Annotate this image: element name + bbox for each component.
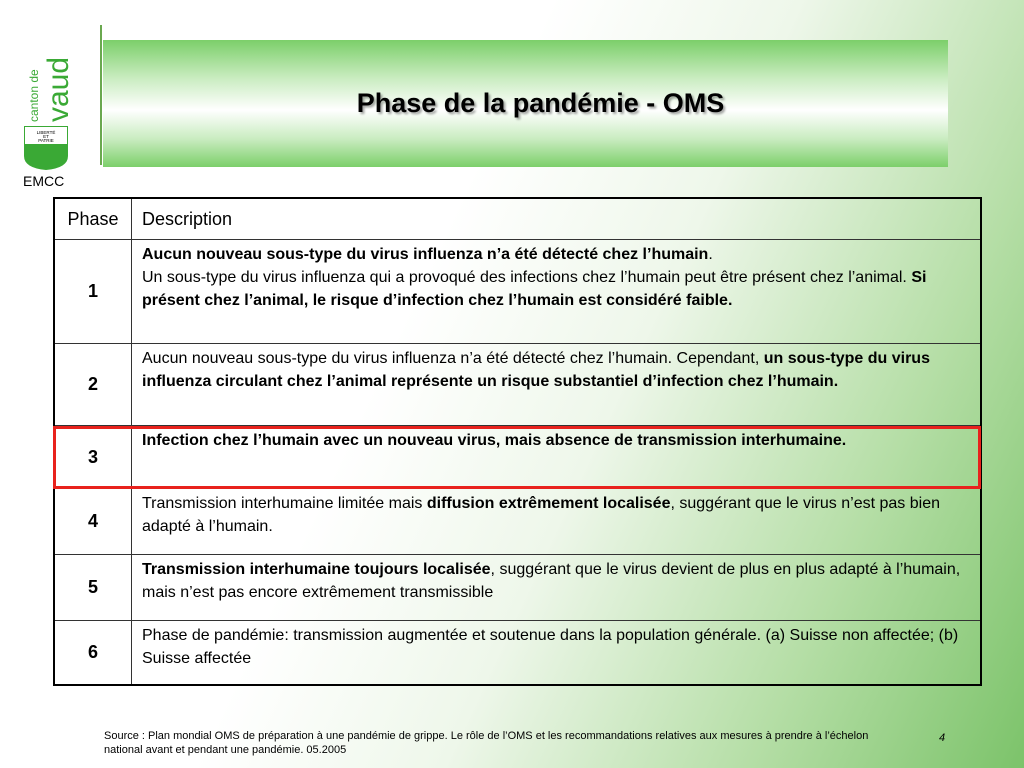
phase-number: 4 — [54, 489, 132, 555]
title-divider — [100, 25, 102, 165]
description-text: Aucun nouveau sous-type du virus influenza n’a été détecté chez l’humain. Cependant, — [142, 350, 764, 367]
description-text: , suggérant que le virus devient de plus en plus adapté à l’humain, mais n’est pas encore extrêmement transmissible — [142, 561, 961, 601]
source-note: Source : Plan mondial OMS de préparation à une pandémie de grippe. Le rôle de l’OMS et les recommandations relatives aux mesures à prendre à l’échelon national avant et pendant une pandémie. 05.2005 — [104, 730, 869, 756]
description-bold-text: Aucun nouveau sous-type du virus influenza n’a été détecté chez l’humain — [142, 246, 709, 263]
description-text: , suggérant que le virus n’est pas bien adapté à l’humain. — [142, 495, 940, 535]
logo-text-canton: canton de — [27, 69, 41, 122]
table-row-phase-6 — [54, 621, 981, 685]
title-band — [103, 40, 948, 167]
svg-text:PATRIE: PATRIE — [38, 138, 54, 143]
description-bold-text: Infection chez l’humain avec un nouveau virus, mais absence de transmission interhumaine. — [142, 432, 847, 449]
svg-text:ET: ET — [43, 134, 49, 139]
phase-number: 3 — [54, 426, 132, 489]
table-row-phase-4 — [54, 489, 981, 555]
table-row-phase-5 — [54, 555, 981, 621]
logo-text-vaud: vaud — [42, 56, 75, 122]
svg-text:LIBERTÉ: LIBERTÉ — [36, 130, 56, 135]
phase-description — [132, 426, 982, 489]
shield-icon — [24, 126, 68, 170]
phase-description — [132, 555, 982, 621]
page-title: Phase de la pandémie - OMS — [356, 88, 725, 118]
header-phase: Phase — [54, 198, 132, 240]
table-header-row — [54, 198, 981, 240]
page-number: 4 — [939, 732, 946, 744]
description-text: Transmission interhumaine limitée mais — [142, 495, 427, 512]
phase-description — [132, 489, 982, 555]
description-bold-text: Si présent chez l’animal, le risque d’infection chez l’humain est considéré faible. — [142, 269, 927, 309]
phase-number: 5 — [54, 555, 132, 621]
phase-table-body — [54, 198, 981, 685]
phase-description — [132, 344, 982, 426]
description-text: Phase de pandémie: transmission augmentée et soutenue dans la population générale. (a) Suisse non affectée; (b) Suisse affectée — [142, 627, 959, 667]
phase-number: 1 — [54, 240, 132, 344]
table-row-phase-2 — [54, 344, 981, 426]
description-bold-text: diffusion extrêmement localisée — [426, 495, 671, 512]
table-row-phase-3 — [54, 426, 981, 489]
description-text: Un sous-type du virus influenza qui a provoqué des infections chez l’humain peut être présent chez l’animal. — [142, 269, 912, 286]
phase-table — [53, 197, 982, 686]
description-bold-text: un sous-type du virus influenza circulant chez l’animal représente un risque substantiel d’infection chez l’humain. — [142, 350, 930, 390]
org-label: EMCC — [23, 173, 65, 189]
phase-number: 2 — [54, 344, 132, 426]
phase-description — [132, 240, 982, 344]
phase-number: 6 — [54, 621, 132, 685]
header-description: Description — [132, 198, 982, 240]
description-text: . — [708, 246, 713, 263]
phase-description — [132, 621, 982, 685]
description-bold-text: Transmission interhumaine toujours localisée — [142, 561, 491, 578]
canton-de-vaud-logo — [16, 18, 76, 173]
table-row-phase-1 — [54, 240, 981, 344]
